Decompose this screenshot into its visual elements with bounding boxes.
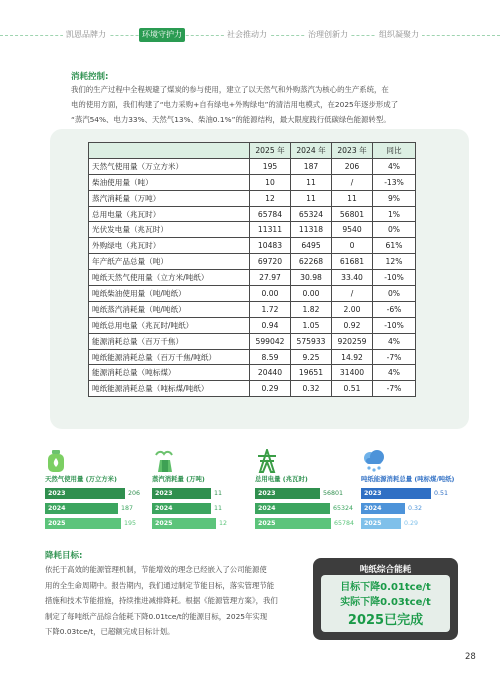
stat-bar-value: 187 — [121, 505, 134, 512]
table-row — [89, 301, 416, 317]
stat-bar-year: 2024 — [155, 505, 173, 512]
stat-bar-year: 2025 — [48, 520, 66, 527]
table-body — [89, 158, 416, 396]
consumption-control-text — [71, 82, 453, 127]
nav-item-governance[interactable]: 治理创新力 — [305, 28, 351, 42]
stat-bar-year: 2025 — [364, 520, 382, 527]
stat-bar-year: 2024 — [48, 505, 66, 512]
steam-plant-icon — [152, 449, 178, 473]
table-row — [89, 174, 416, 190]
value-cell: 187 — [291, 158, 332, 174]
body-line: 下降0.03tce/t，已超额完成目标计划。 — [45, 627, 175, 637]
row-label-cell: 能源消耗总量（吨标煤） — [89, 365, 250, 381]
table-header-cell: 2023 年 — [332, 143, 373, 159]
table-row — [89, 222, 416, 238]
callout-actual-line: 实际下降0.03tce/t — [340, 597, 431, 608]
intro-line: 我们的生产过程中全程规避了煤炭的参与使用，建立了以天然气和外购蒸汽为核心的生产系统，在 — [71, 85, 389, 94]
table-row — [89, 206, 416, 222]
table-header-row — [89, 143, 416, 159]
row-label-cell: 吨纸总用电量（兆瓦时/吨纸） — [89, 317, 250, 333]
value-cell: 65324 — [291, 206, 332, 222]
row-label-cell: 吨纸蒸汽消耗量（吨/吨纸） — [89, 301, 250, 317]
value-cell: 1% — [373, 206, 416, 222]
nav-item-environment[interactable]: 环境守护力 — [139, 28, 185, 42]
value-cell: 4% — [373, 333, 416, 349]
stat-bar-value: 195 — [124, 520, 137, 527]
table-row — [89, 190, 416, 206]
table-row — [89, 317, 416, 333]
value-cell: 0.29 — [250, 381, 291, 397]
value-cell: 62268 — [291, 254, 332, 270]
value-cell: 30.98 — [291, 270, 332, 286]
stat-bar-value: 206 — [128, 490, 141, 497]
stat-bar-value: 11 — [214, 505, 223, 512]
stat-bar-year: 2024 — [258, 505, 276, 512]
stat-bar-year: 2023 — [258, 490, 276, 497]
reduction-target-text — [45, 562, 303, 640]
value-cell: -6% — [373, 301, 416, 317]
table-header-cell: 2024 年 — [291, 143, 332, 159]
value-cell: 920259 — [332, 333, 373, 349]
section-nav — [0, 28, 500, 42]
stat-bar-row — [361, 488, 469, 499]
value-cell: 0.00 — [250, 286, 291, 302]
stat-bar-year: 2024 — [364, 505, 382, 512]
value-cell: 10 — [250, 174, 291, 190]
value-cell: -13% — [373, 174, 416, 190]
reduction-target-title: 降耗目标: — [45, 551, 83, 561]
stat-bar-row — [255, 518, 363, 529]
stat-bar-row — [45, 518, 153, 529]
table-row — [89, 158, 416, 174]
value-cell: 65784 — [250, 206, 291, 222]
stat-card-title: 天然气使用量 (万立方米) — [45, 475, 117, 483]
value-cell: 11 — [332, 190, 373, 206]
callout-label: 吨纸综合能耗 — [359, 565, 412, 575]
row-label-cell: 能源消耗总量（百万千焦） — [89, 333, 250, 349]
value-cell: 6495 — [291, 238, 332, 254]
value-cell: 4% — [373, 158, 416, 174]
value-cell: 0% — [373, 286, 416, 302]
value-cell: 8.59 — [250, 349, 291, 365]
row-label-cell: 总用电量（兆瓦时） — [89, 206, 250, 222]
row-label-cell: 吨纸能源消耗总量（百万千焦/吨纸） — [89, 349, 250, 365]
stat-bar-value: 65784 — [334, 520, 355, 527]
value-cell: 11311 — [250, 222, 291, 238]
table-row — [89, 381, 416, 397]
intro-line: 电的使用方面，我们构建了“电力采购+自有绿电+外购绿电”的清洁用电模式，在2025年逐步形成了 — [71, 100, 399, 109]
stat-bar-row — [45, 503, 153, 514]
page-number: 28 — [465, 652, 476, 662]
power-tower-icon — [255, 449, 281, 473]
stat-bar-value: 0.32 — [408, 505, 423, 512]
value-cell: 31400 — [332, 365, 373, 381]
value-cell: 61% — [373, 238, 416, 254]
value-cell: -7% — [373, 349, 416, 365]
stat-bar-value: 65324 — [333, 505, 354, 512]
table-row — [89, 238, 416, 254]
consumption-control-title: 消耗控制: — [71, 72, 109, 82]
body-line: 制定了每吨纸产品综合能耗下降0.01tce/t的能源目标，2025年实现 — [45, 611, 268, 621]
stat-bar-year: 2023 — [48, 490, 66, 497]
value-cell: 9540 — [332, 222, 373, 238]
table-row — [89, 254, 416, 270]
callout-completed-line: 2025已完成 — [347, 613, 424, 628]
stat-bar-value: 11 — [214, 490, 223, 497]
value-cell: 0.32 — [291, 381, 332, 397]
table-row — [89, 286, 416, 302]
nav-item-organization[interactable]: 组织凝聚力 — [376, 28, 422, 42]
body-line: 用的全生命周期中。报告期内，我们通过制定节能目标，落实管理节能 — [45, 580, 275, 590]
row-label-cell: 吨纸能源消耗总量（吨标煤/吨纸） — [89, 381, 250, 397]
value-cell: 12 — [250, 190, 291, 206]
table-row — [89, 333, 416, 349]
stat-bar-year: 2023 — [155, 490, 173, 497]
table-header-cell — [89, 143, 250, 159]
table-row — [89, 270, 416, 286]
stat-bar-row — [152, 503, 260, 514]
stat-bar-row — [152, 518, 260, 529]
value-cell: -10% — [373, 270, 416, 286]
stat-bar-year: 2023 — [364, 490, 382, 497]
value-cell: 4% — [373, 365, 416, 381]
value-cell: 19651 — [291, 365, 332, 381]
stat-bar-value: 0.29 — [404, 520, 419, 527]
row-label-cell: 天然气使用量（万立方米） — [89, 158, 250, 174]
value-cell: 9.25 — [291, 349, 332, 365]
value-cell: 575933 — [291, 333, 332, 349]
row-label-cell: 吨纸柴油使用量（吨/吨纸） — [89, 286, 250, 302]
stat-bar-row — [361, 518, 469, 529]
value-cell: 0.51 — [332, 381, 373, 397]
value-cell: 11 — [291, 174, 332, 190]
value-cell: 69720 — [250, 254, 291, 270]
table-header-cell: 同比 — [373, 143, 416, 159]
value-cell: 1.05 — [291, 317, 332, 333]
body-line: 措施和技术节能措施，持续推进减排降耗。根据《能源管理方案》，我们 — [45, 596, 278, 606]
stat-card-title: 吨纸能源消耗总量 (吨标煤/吨纸) — [361, 475, 455, 483]
gas-tank-icon — [45, 449, 71, 473]
stat-bar-row — [255, 488, 363, 499]
value-cell: 14.92 — [332, 349, 373, 365]
stat-card-title: 蒸汽消耗量 (万吨) — [152, 475, 205, 483]
stat-bar-row — [255, 503, 363, 514]
value-cell: 2.00 — [332, 301, 373, 317]
value-cell: -7% — [373, 381, 416, 397]
value-cell: 20440 — [250, 365, 291, 381]
stat-card-title: 总用电量 (兆瓦时) — [255, 475, 308, 483]
value-cell: 11318 — [291, 222, 332, 238]
value-cell: / — [332, 174, 373, 190]
value-cell: 0.00 — [291, 286, 332, 302]
stat-bar-row — [361, 503, 469, 514]
value-cell: 33.40 — [332, 270, 373, 286]
value-cell: 0.94 — [250, 317, 291, 333]
value-cell: 11 — [291, 190, 332, 206]
value-cell: 0% — [373, 222, 416, 238]
stat-bar-row — [45, 488, 153, 499]
value-cell: 1.82 — [291, 301, 332, 317]
value-cell: 1.72 — [250, 301, 291, 317]
value-cell: 9% — [373, 190, 416, 206]
stat-bar-row — [152, 488, 260, 499]
table-row — [89, 365, 416, 381]
stat-bar-value: 12 — [219, 520, 228, 527]
value-cell: 27.97 — [250, 270, 291, 286]
value-cell: 0.92 — [332, 317, 373, 333]
row-label-cell: 吨纸天然气使用量（立方米/吨纸） — [89, 270, 250, 286]
value-cell: / — [332, 286, 373, 302]
value-cell: 206 — [332, 158, 373, 174]
energy-data-table — [88, 142, 416, 397]
row-label-cell: 外购绿电（兆瓦时） — [89, 238, 250, 254]
body-line: 依托于高效的能源管理机制，节能增效的理念已经嵌入了公司能源使 — [45, 565, 267, 574]
value-cell: 10483 — [250, 238, 291, 254]
nav-item-brand[interactable]: 凯恩品牌力 — [63, 28, 109, 42]
nav-item-social[interactable]: 社会推动力 — [224, 28, 270, 42]
value-cell: 195 — [250, 158, 291, 174]
value-cell: 12% — [373, 254, 416, 270]
row-label-cell: 年产纸产品总量（吨） — [89, 254, 250, 270]
intro-line: “蒸汽54%、电力33%、天然气13%、柴油0.1%”的能源结构，最大限度践行低碳绿色能源转型。 — [71, 115, 391, 124]
stat-bar-year: 2025 — [258, 520, 276, 527]
row-label-cell: 光伏发电量（兆瓦时） — [89, 222, 250, 238]
value-cell: -10% — [373, 317, 416, 333]
row-label-cell: 蒸汽消耗量（万吨） — [89, 190, 250, 206]
stat-bar-year: 2025 — [155, 520, 173, 527]
callout-target-line: 目标下降0.01tce/t — [340, 582, 431, 593]
table-header-cell: 2025 年 — [250, 143, 291, 159]
row-label-cell: 柴油使用量（吨） — [89, 174, 250, 190]
value-cell: 56801 — [332, 206, 373, 222]
stat-bar-value: 56801 — [323, 490, 344, 497]
table-row — [89, 349, 416, 365]
cloud-drops-icon — [361, 449, 387, 473]
value-cell: 0 — [332, 238, 373, 254]
stat-bar-value: 0.51 — [434, 490, 449, 497]
value-cell: 599042 — [250, 333, 291, 349]
value-cell: 61681 — [332, 254, 373, 270]
